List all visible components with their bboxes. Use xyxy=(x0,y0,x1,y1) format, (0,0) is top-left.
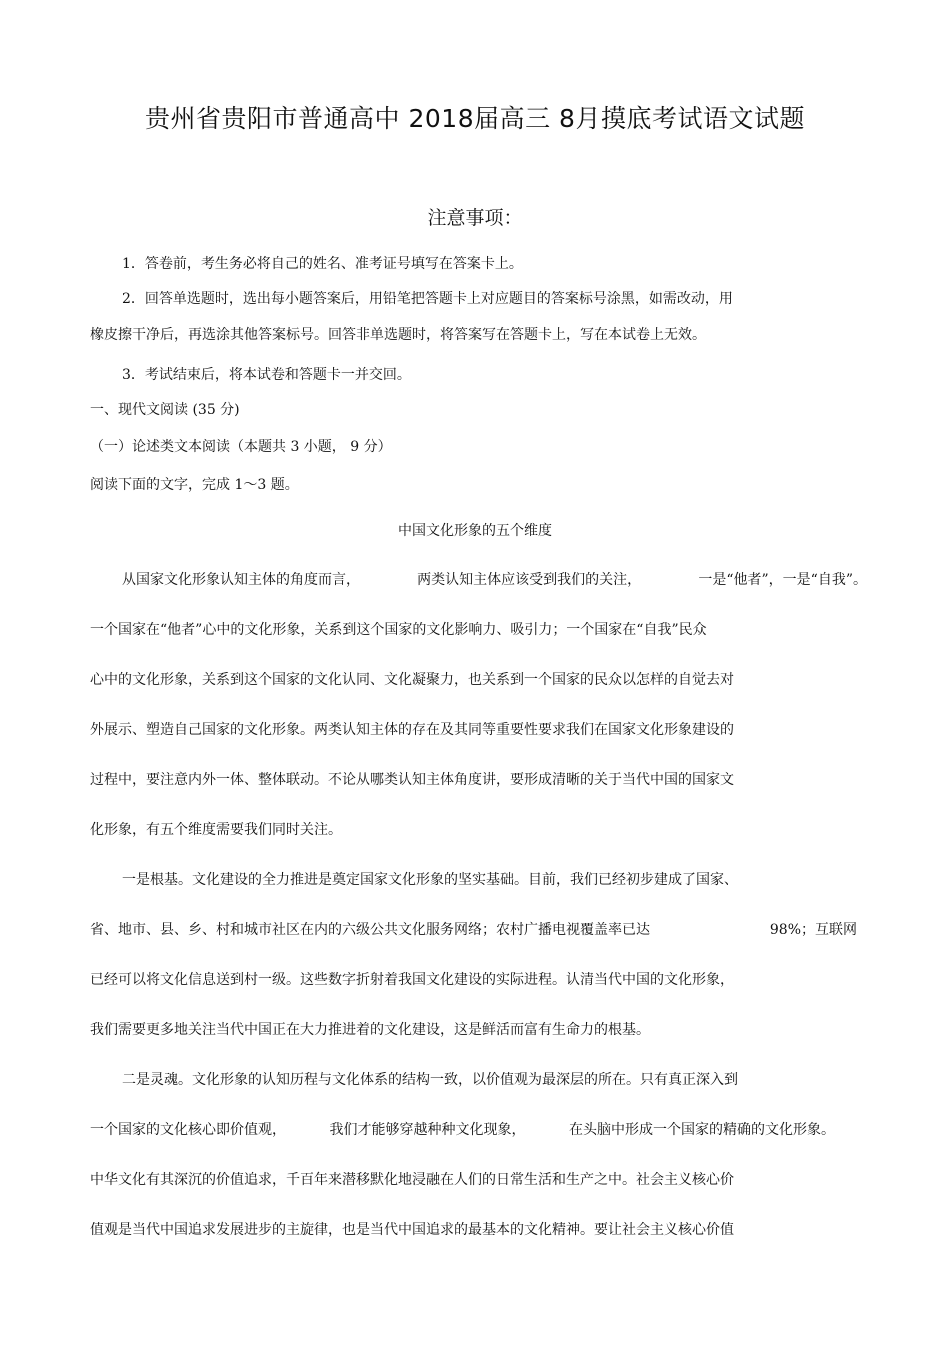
paragraph-1-line-3: 心中的文化形象，关系到这个国家的文化认同、文化凝聚力，也关系到一个国家的民众以怎样的自觉去对 xyxy=(90,672,734,688)
p2-l2-part-b: 98%；互联网 xyxy=(769,922,857,938)
notice-item-1: 1．答卷前，考生务必将自己的姓名、准考证号填写在答案卡上。 xyxy=(122,256,523,272)
notice-item-2-line-1: 2．回答单选题时，选出每小题答案后，用铅笔把答题卡上对应题目的答案标号涂黑，如需改动，用 xyxy=(122,291,733,307)
paragraph-3-line-3: 中华文化有其深沉的价值追求，千百年来潜移默化地浸融在人们的日常生活和生产之中。社会主义核心价 xyxy=(90,1172,734,1188)
p1-l1-part-a: 从国家文化形象认知主体的角度而言， xyxy=(122,572,360,588)
paragraph-1-line-4: 外展示、塑造自己国家的文化形象。两类认知主体的存在及其同等重要性要求我们在国家文化形象建设的 xyxy=(90,722,734,738)
notice-item-3: 3．考试结束后，将本试卷和答题卡一并交回。 xyxy=(122,367,411,383)
paragraph-3-line-4: 值观是当代中国追求发展进步的主旋律，也是当代中国追求的最基本的文化精神。要让社会主义核心价值 xyxy=(90,1222,734,1238)
section-subheading: （一）论述类文本阅读（本题共 3 小题， 9 分） xyxy=(90,439,392,455)
section-heading: 一、现代文阅读 (35 分) xyxy=(90,402,240,418)
paragraph-2-line-1: 一是根基。文化建设的全力推进是奠定国家文化形象的坚实基础。目前，我们已经初步建成了国家、 xyxy=(122,872,738,888)
p3-l2-part-a: 一个国家的文化核心即价值观， xyxy=(90,1122,286,1138)
notice-heading: 注意事项： xyxy=(427,207,523,229)
p3-l2-part-c: 在头脑中形成一个国家的精确的文化形象。 xyxy=(569,1122,835,1138)
paragraph-1-line-1 xyxy=(122,570,867,590)
document-title: 贵州省贵阳市普通高中 2018届高三 8月摸底考试语文试题 xyxy=(145,104,805,133)
article-title: 中国文化形象的五个维度 xyxy=(398,523,552,539)
paragraph-1-line-2: 一个国家在“他者”心中的文化形象，关系到这个国家的文化影响力、吸引力；一个国家在“自我”民众 xyxy=(90,622,707,638)
paragraph-2-line-3: 已经可以将文化信息送到村一级。这些数字折射着我国文化建设的实际进程。认清当代中国的文化形象， xyxy=(90,972,734,988)
p1-l1-part-b: 两类认知主体应该受到我们的关注， xyxy=(417,572,642,588)
reading-instruction: 阅读下面的文字，完成 1～3 题。 xyxy=(90,477,299,493)
notice-item-2-line-2: 橡皮擦干净后，再选涂其他答案标号。回答非单选题时，将答案写在答题卡上，写在本试卷上无效。 xyxy=(90,327,706,343)
paragraph-1-line-6: 化形象，有五个维度需要我们同时关注。 xyxy=(90,822,342,838)
paragraph-3-line-1: 二是灵魂。文化形象的认知历程与文化体系的结构一致，以价值观为最深层的所在。只有真正深入到 xyxy=(122,1072,738,1088)
paragraph-2-line-4: 我们需要更多地关注当代中国正在大力推进着的文化建设，这是鲜活而富有生命力的根基。 xyxy=(90,1022,650,1038)
paragraph-3-line-2 xyxy=(90,1120,835,1140)
p2-l2-part-a: 省、地市、县、乡、村和城市社区在内的六级公共文化服务网络；农村广播电视覆盖率已达 xyxy=(90,922,650,938)
p1-l1-part-c: 一是“他者”，一是“自我”。 xyxy=(698,572,867,588)
paragraph-1-line-5: 过程中，要注意内外一体、整体联动。不论从哪类认知主体角度讲，要形成清晰的关于当代中国的国家文 xyxy=(90,772,734,788)
paragraph-2-line-2 xyxy=(90,920,857,940)
p3-l2-part-b: 我们才能够穿越种种文化现象， xyxy=(329,1122,526,1138)
